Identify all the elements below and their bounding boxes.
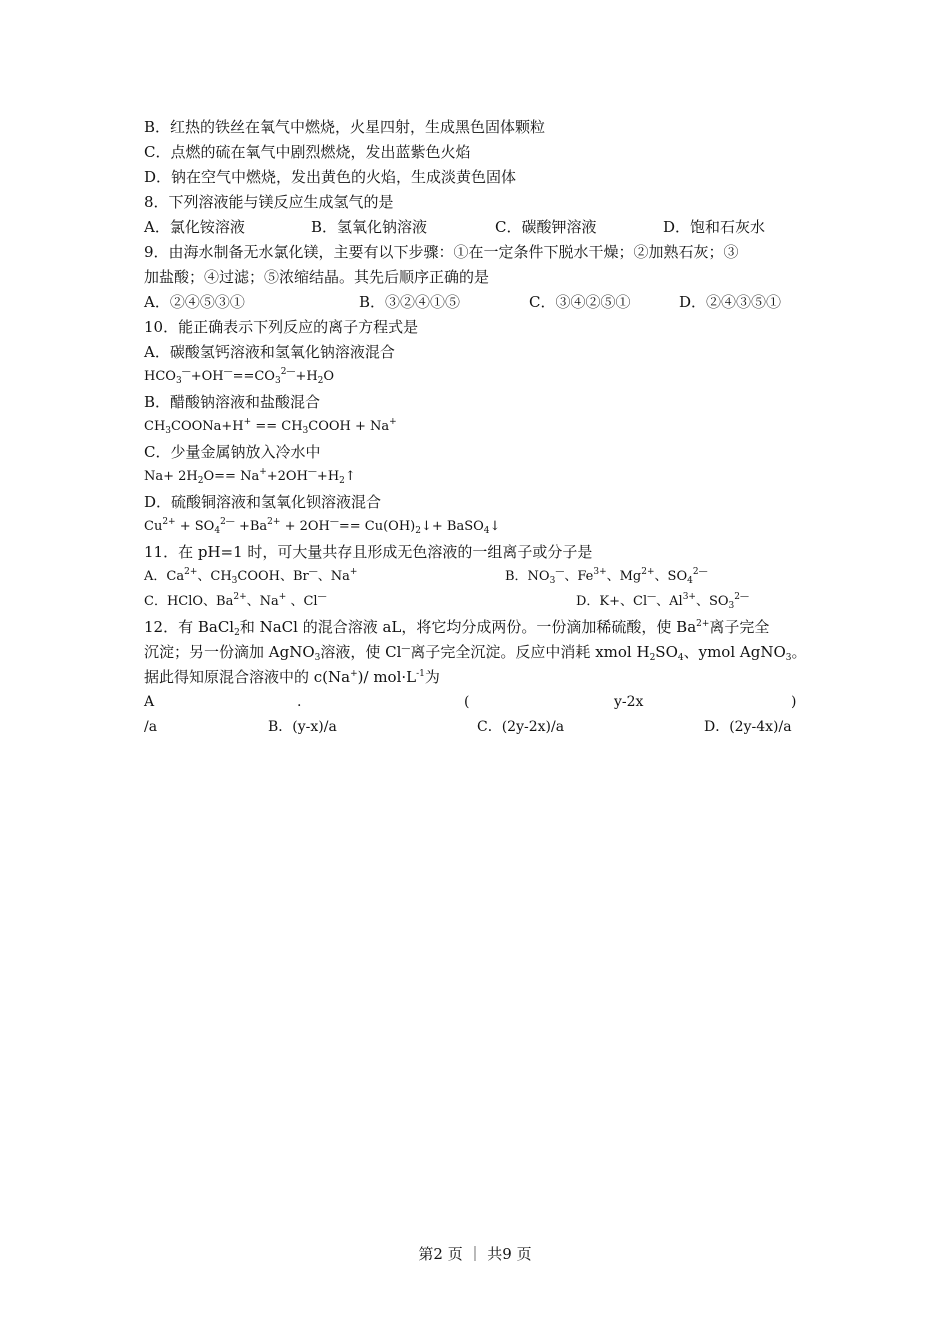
- q9-option-d: D．②④③⑤①: [679, 293, 782, 311]
- option-c-line: C．点燃的硫在氧气中剧烈燃烧，发出蓝紫色火焰: [144, 143, 471, 161]
- q12-option-a-letter: A: [144, 694, 155, 710]
- q12-option-a-tail: /a: [144, 719, 158, 735]
- question-8-stem: 8．下列溶液能与镁反应生成氢气的是: [144, 193, 394, 211]
- question-9-stem-line-2: 加盐酸；④过滤；⑤浓缩结晶。其先后顺序正确的是: [144, 268, 490, 286]
- q12-option-d: D．(2y-4x)/a: [704, 719, 792, 735]
- q12-option-a-expr: y-2x: [614, 694, 644, 710]
- page-footer: 第2 页 ｜ 共9 页: [418, 1245, 532, 1263]
- q11-option-b: B．$NO_3^—$、$Fe^{3+}$、$Mg^{2+}$、$SO_4^{2—}$: [505, 567, 708, 586]
- q10-equation-d: $Cu^{2+} + SO_4^{2—} +Ba^{2+} + 2OH^—==$ $Cu(OH)_2↓+$ BaSO$_4$↓: [144, 517, 501, 536]
- q10-option-a: A．碳酸氢钙溶液和氢氧化钠溶液混合: [144, 343, 395, 361]
- q12-option-c: C．(2y-2x)/a: [477, 719, 565, 735]
- q10-equation-b: $CH_3COONa+H^+$ == $CH_3COOH + Na^+$: [144, 417, 397, 436]
- q11-option-a: A．$Ca^{2+}$、$CH_3COOH$、Br—、Na+: [144, 567, 358, 586]
- q12-option-a-rparen: ): [791, 694, 797, 710]
- question-12-stem-line-2: 沉淀；另一份滴加 AgNO$_3$溶液，使 Cl—离子完全沉淀。反应中消耗 xmol $H_2SO_4$、ymol AgNO$_3$。: [144, 643, 807, 663]
- q11-option-c: C．HClO、$Ba^{2+}$、Na+ 、Cl—: [144, 592, 327, 609]
- q10-equation-a: $HCO_3^—+OH^—==CO_3^{2—}+H_2O$: [144, 367, 335, 386]
- question-11-stem: 11．在 pH=1 时，可大量共存且形成无色溶液的一组离子或分子是: [144, 543, 593, 561]
- question-9-stem-line-1: 9．由海水制备无水氯化镁，主要有以下步骤：①在一定条件下脱水干燥；②加熟石灰；③: [144, 243, 739, 261]
- q9-option-b: B．③②④①⑤: [359, 293, 461, 311]
- q12-option-b: B．(y-x)/a: [268, 719, 337, 735]
- q10-option-d: D．硫酸铜溶液和氢氧化钡溶液混合: [144, 493, 382, 511]
- q11-option-d: D．K+、Cl—、$Al^{3+}$、$SO_3^{2—}$: [576, 592, 750, 611]
- q8-option-d: D．饱和石灰水: [663, 218, 766, 236]
- q8-option-a: A．氯化铵溶液: [144, 218, 245, 236]
- q10-option-b: B．醋酸钠溶液和盐酸混合: [144, 393, 321, 411]
- question-10-stem: 10．能正确表示下列反应的离子方程式是: [144, 318, 419, 336]
- question-12-stem-line-1: 12．有 BaCl$_2$和 NaCl 的混合溶液 aL，将它均分成两份。一份滴加稀硫酸，使 $Ba^{2+}$离子完全: [144, 618, 770, 638]
- q8-option-b: B．氢氧化钠溶液: [311, 218, 428, 236]
- q8-option-c: C．碳酸钾溶液: [495, 218, 597, 236]
- q12-option-a-lparen: (: [464, 694, 470, 710]
- q9-option-c: C．③④②⑤①: [529, 293, 631, 311]
- option-d-line: D．钠在空气中燃烧，发出黄色的火焰，生成淡黄色固体: [144, 168, 517, 186]
- q10-option-c: C．少量金属钠放入冷水中: [144, 443, 321, 461]
- q10-equation-c: $Na+ 2H_2O==$ $Na^++2OH^—+H_2↑$: [144, 467, 356, 486]
- option-b-line: B．红热的铁丝在氧气中燃烧，火星四射，生成黑色固体颗粒: [144, 118, 546, 136]
- q9-option-a: A．②④⑤③①: [144, 293, 245, 311]
- q12-option-a-dot: .: [297, 694, 302, 710]
- question-12-stem-line-3: 据此得知原混合溶液中的 c(Na+)/ $mol\cdot L^{-1}$为: [144, 668, 440, 686]
